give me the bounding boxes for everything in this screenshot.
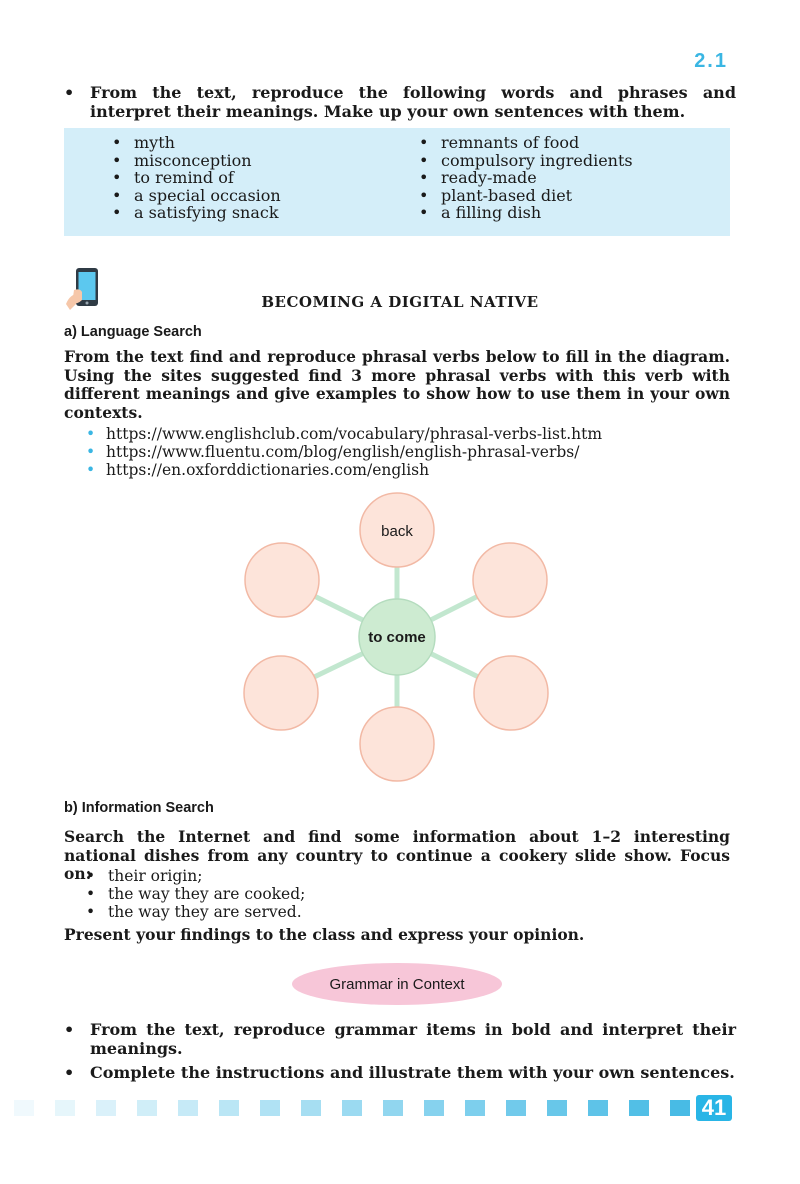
vocab-item: • myth [112, 134, 281, 152]
diagram-node-empty[interactable] [474, 656, 548, 730]
grammar-task [64, 1063, 736, 1082]
vocab-item: • remnants of food [419, 134, 633, 152]
section-title: BECOMING A DIGITAL NATIVE [261, 293, 539, 311]
grammar-task-text: From the text, reproduce grammar items in bold and interpret their meanings. [90, 1020, 736, 1058]
vocab-item: • to remind of [112, 169, 281, 187]
instruction-text: From the text, reproduce the following words and phrases and interpret their meanings. Make up your own sentences with them. [90, 83, 736, 121]
footer-square [178, 1100, 198, 1116]
footer-square [137, 1100, 157, 1116]
bullet: • [64, 1063, 75, 1082]
bullet: • [64, 1020, 75, 1039]
language-search-heading: a) Language Search [64, 324, 202, 340]
footer-square [301, 1100, 321, 1116]
footer-square [424, 1100, 444, 1116]
diagram-node-empty[interactable] [245, 543, 319, 617]
diagram-node-empty[interactable] [473, 543, 547, 617]
footer-square [55, 1100, 75, 1116]
footer-square [383, 1100, 403, 1116]
resource-link[interactable]: • https://www.fluentu.com/blog/english/english-phrasal-verbs/ [86, 443, 602, 461]
diagram-center-label: to come [368, 629, 426, 646]
vocab-item: • compulsory ingredients [419, 152, 633, 170]
diagram-node-label: back [381, 523, 413, 540]
grammar-task [64, 1020, 736, 1058]
footer-decoration [14, 1098, 694, 1118]
vocab-item: • plant-based diet [419, 187, 633, 205]
footer-square [629, 1100, 649, 1116]
information-search-heading: b) Information Search [64, 800, 214, 816]
vocab-item: • ready-made [419, 169, 633, 187]
focus-item: • the way they are served. [86, 903, 305, 921]
footer-squares [14, 1100, 690, 1116]
information-search-instruction: Search the Internet and find some information about 1–2 interesting national dishes from any country to continue a cookery slide show. Focus on: [64, 827, 730, 883]
focus-item: • their origin; [86, 867, 305, 885]
vocab-item: • misconception [112, 152, 281, 170]
presentation-instruction: Present your findings to the class and express your opinion. [64, 925, 585, 944]
resource-link[interactable]: • https://www.englishclub.com/vocabulary/phrasal-verbs-list.htm [86, 425, 602, 443]
footer-square [219, 1100, 239, 1116]
footer-square [588, 1100, 608, 1116]
language-search-instruction: From the text find and reproduce phrasal verbs below to fill in the diagram. Using the sites suggested find 3 more phrasal verbs with this verb with different meanings and give examples to show how to use them in your own contexts. [64, 347, 730, 422]
diagram-node-empty[interactable] [244, 656, 318, 730]
resource-link[interactable]: • https://en.oxforddictionaries.com/english [86, 461, 602, 479]
footer-square [260, 1100, 280, 1116]
vocab-item: • a special occasion [112, 187, 281, 205]
section-number: 2.1 [694, 50, 728, 72]
bullet: • [64, 83, 75, 102]
grammar-task-text: Complete the instructions and illustrate them with your own sentences. [90, 1063, 735, 1082]
page-number: 41 [696, 1095, 732, 1121]
grammar-in-context-label: Grammar in Context [292, 963, 502, 1005]
diagram-node-empty[interactable] [360, 707, 434, 781]
vocab-item: • a satisfying snack [112, 204, 281, 222]
vocab-item: • a filling dish [419, 204, 633, 222]
footer-square [96, 1100, 116, 1116]
footer-square [547, 1100, 567, 1116]
footer-square [342, 1100, 362, 1116]
focus-item: • the way they are cooked; [86, 885, 305, 903]
footer-square [670, 1100, 690, 1116]
footer-square [14, 1100, 34, 1116]
focus-list [86, 867, 305, 921]
footer-square [465, 1100, 485, 1116]
footer-square [506, 1100, 526, 1116]
